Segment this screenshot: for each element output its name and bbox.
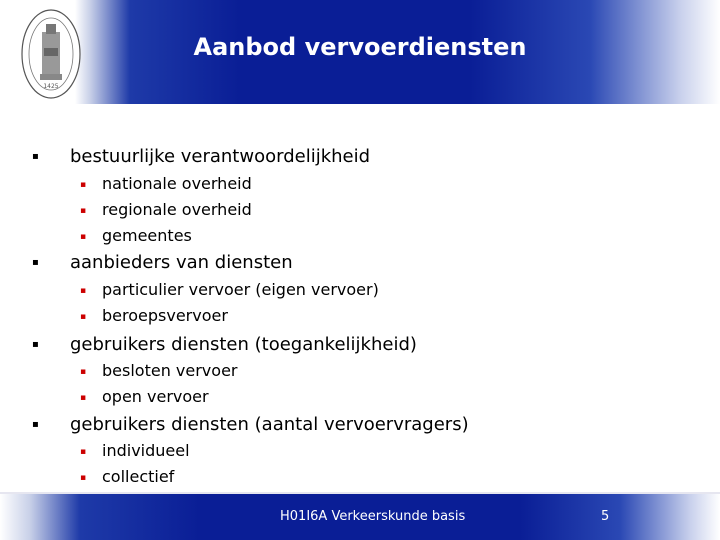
bullet-square-icon: ▪ (80, 285, 87, 296)
bullet-square-icon: ▪ (32, 339, 39, 350)
bullet-aanbieders (32, 250, 293, 276)
slide-title: Aanbod vervoerdiensten (193, 33, 527, 61)
bullet-gebruikers-toegankelijkheid (32, 332, 417, 358)
bullet-square-icon: ▪ (80, 392, 87, 403)
bullet-square-icon: ▪ (80, 179, 87, 190)
bullet-square-icon: ▪ (32, 419, 39, 430)
sub-bullet-item: ▪ regionale overheid (80, 198, 252, 223)
university-seal-logo (20, 8, 82, 100)
bullet-square-icon: ▪ (80, 472, 87, 483)
bullet-square-icon: ▪ (32, 151, 39, 162)
bullet-square-icon: ▪ (80, 366, 87, 377)
footer-course-label: H01I6A Verkeerskunde basis (280, 509, 466, 524)
bullet-gebruikers-aantal (32, 412, 469, 438)
sub-bullet-item: ▪ nationale overheid (80, 172, 252, 197)
bullet-label: gebruikers diensten (aantal vervoervragers) (70, 414, 469, 435)
bullet-label: aanbieders van diensten (70, 252, 293, 273)
bullet-label: gebruikers diensten (toegankelijkheid) (70, 334, 417, 355)
bullet-label: bestuurlijke verantwoordelijkheid (70, 146, 371, 167)
sub-bullet-item: ▪ besloten vervoer (80, 359, 237, 384)
sub-bullet-item: ▪ gemeentes (80, 224, 192, 249)
bullet-bestuurlijke (32, 144, 370, 170)
bullet-square-icon: ▪ (80, 311, 87, 322)
slide-header (0, 0, 720, 104)
bullet-square-icon: ▪ (32, 257, 39, 268)
page-number: 5 (601, 509, 610, 524)
sub-bullet-item: ▪ beroepsvervoer (80, 304, 228, 329)
bullet-square-icon: ▪ (80, 446, 87, 457)
sub-bullet-item: ▪ particulier vervoer (eigen vervoer) (80, 278, 379, 303)
slide-footer (0, 494, 720, 540)
svg-text:1425: 1425 (43, 83, 59, 90)
sub-bullet-item: ▪ open vervoer (80, 385, 209, 410)
sub-bullet-item: ▪ collectief (80, 465, 174, 490)
bullet-square-icon: ▪ (80, 231, 87, 242)
sub-bullet-item: ▪ individueel (80, 439, 190, 464)
bullet-square-icon: ▪ (80, 205, 87, 216)
